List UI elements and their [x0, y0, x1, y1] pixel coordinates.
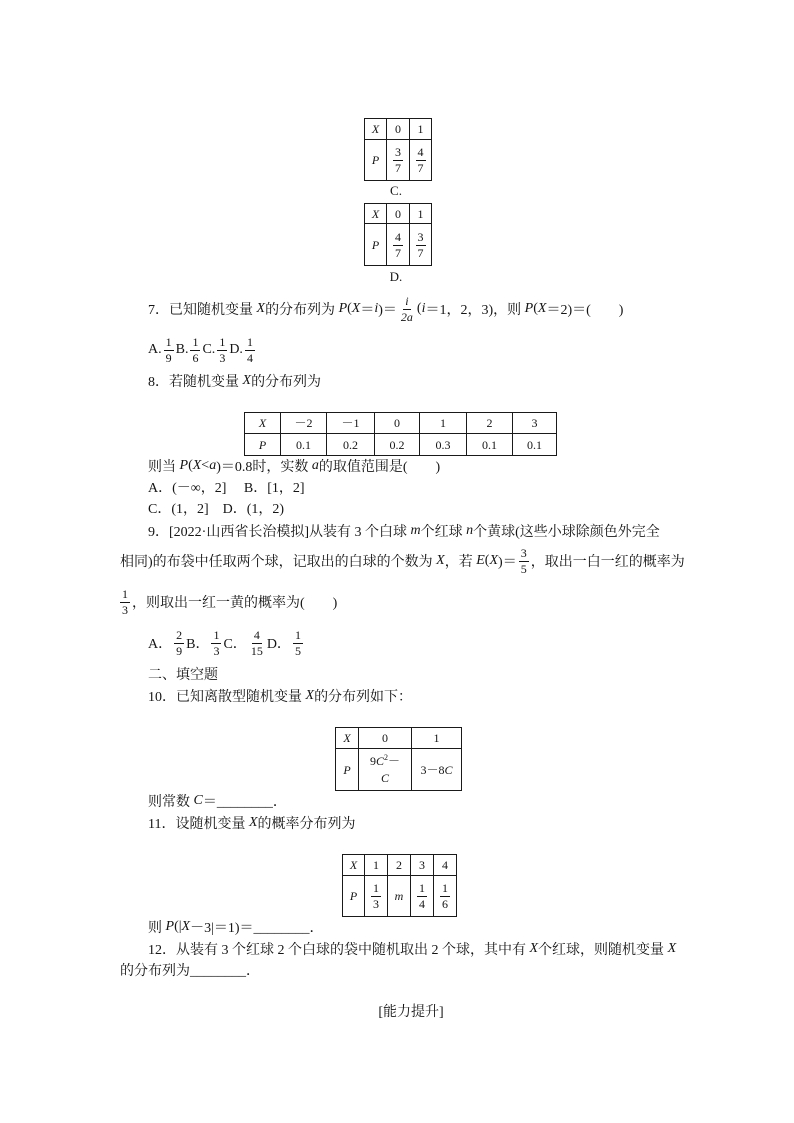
variable-x: X	[192, 458, 202, 473]
expression-line	[359, 753, 411, 770]
fraction	[440, 882, 450, 911]
stem-text: 的分布列为	[265, 303, 339, 318]
option-d-fraction	[293, 629, 303, 658]
x-value: 3	[411, 855, 434, 876]
numerator: 1	[165, 334, 172, 349]
fraction	[417, 882, 427, 911]
denominator: 7	[395, 161, 401, 175]
exponent: 2	[384, 752, 388, 762]
x-value: 0	[375, 413, 420, 434]
question-8-options-cd	[148, 498, 284, 518]
p-label: P	[343, 876, 365, 917]
option-label: B．	[186, 637, 210, 652]
stem-text: <	[201, 458, 210, 473]
option-b-fraction	[211, 629, 221, 658]
numerator: 3	[417, 229, 424, 244]
variable-c: C	[380, 770, 389, 785]
variable-c: C	[193, 793, 203, 808]
option-label: B.	[175, 342, 189, 357]
probability-fraction	[120, 588, 130, 617]
question-8-distribution-table	[244, 412, 557, 456]
option-c-label: C.	[390, 183, 402, 198]
denominator: 5	[294, 643, 301, 658]
probability-cell: 0.1	[513, 434, 557, 456]
option-c-fraction	[249, 629, 265, 658]
x-value: 0	[359, 728, 412, 749]
stem-text: 个红球，则随机变量	[538, 943, 668, 958]
denominator: 2a	[400, 309, 413, 324]
probability-cell	[412, 749, 462, 791]
option-label: A．	[148, 637, 173, 652]
fraction	[399, 295, 415, 324]
stem-text: ，则取出一红一黄的概率为( )	[132, 596, 338, 611]
x-value: －1	[327, 413, 375, 434]
denominator: 7	[395, 245, 401, 260]
numerator: 1	[442, 881, 448, 895]
x-value: 3	[513, 413, 557, 434]
option-label: C.	[202, 342, 216, 357]
question-10-answer	[148, 791, 287, 811]
question-12-line-1	[148, 939, 676, 959]
numerator: 1	[122, 586, 128, 601]
variable-x: X	[181, 919, 191, 934]
x-row	[245, 413, 557, 434]
stem-text: 8．若随机变量	[148, 375, 243, 390]
variable-x: X	[242, 373, 252, 388]
fraction	[393, 146, 403, 175]
x-label: X	[336, 728, 359, 749]
variable-p: P	[165, 919, 175, 934]
probability-cell-m: m	[388, 876, 411, 917]
stem-text: (	[484, 553, 490, 568]
x-value: 1	[410, 119, 432, 140]
p-label: P	[336, 749, 359, 791]
question-11-answer	[148, 917, 324, 937]
question-8-stem	[148, 371, 321, 391]
stem-text: 11．设随机变量	[148, 817, 249, 832]
numerator: 1	[419, 881, 425, 895]
option-c-fraction	[217, 336, 227, 365]
stem-text: 的分布列如下：	[314, 690, 413, 705]
question-9-line-1	[148, 521, 660, 541]
stem-text: )＝	[498, 555, 517, 570]
x-value: 1	[412, 728, 462, 749]
variable-m: m	[410, 523, 421, 538]
numerator: 4	[395, 229, 401, 244]
variable-a: a	[311, 458, 319, 473]
stem-text: 的分布列为	[251, 375, 322, 390]
x-value: 1	[420, 413, 467, 434]
fraction	[371, 882, 381, 911]
variable-i: i	[421, 301, 426, 316]
coefficient: 3－8	[420, 762, 445, 777]
probability-cell	[387, 140, 410, 181]
denominator: 3	[213, 643, 220, 658]
p-row	[245, 434, 557, 456]
variable-c: C	[375, 753, 384, 768]
numerator: 4	[417, 145, 424, 159]
p-label: P	[245, 434, 281, 456]
numerator: 2	[176, 627, 183, 642]
x-value: 2	[388, 855, 411, 876]
probability-cell	[359, 749, 412, 791]
variable-x: X	[248, 815, 258, 830]
numerator: 1	[373, 881, 379, 895]
question-7-stem	[148, 291, 623, 327]
question-12-line-2	[120, 960, 260, 980]
variable-p: P	[524, 301, 534, 316]
p-label: P	[365, 224, 387, 266]
variable-p: P	[179, 458, 189, 473]
numerator: i	[405, 293, 409, 308]
denominator: 9	[165, 350, 172, 365]
options-text: C．(1，2] D．(1，2)	[148, 502, 285, 517]
stem-text: 的取值范围是( )	[318, 460, 441, 475]
numerator: 3	[520, 545, 527, 560]
probability-cell: 0.1	[281, 434, 327, 456]
option-d-fraction	[245, 336, 255, 365]
variable-x: X	[529, 941, 539, 956]
numerator: 1	[192, 334, 199, 349]
denominator: 3	[219, 350, 226, 365]
option-d-distribution-table	[364, 203, 432, 266]
variable-x: X	[537, 301, 547, 316]
fraction	[416, 146, 426, 175]
variable-e: E	[476, 553, 485, 568]
denominator: 6	[192, 350, 199, 365]
x-value: －2	[281, 413, 327, 434]
question-9-line-2	[120, 543, 685, 579]
stem-text: 则常数	[148, 795, 194, 810]
denominator: 6	[442, 897, 448, 911]
answer-blank: －3|＝1)＝________．	[190, 921, 324, 936]
variable-x: X	[667, 941, 677, 956]
numerator: 1	[246, 334, 253, 349]
stem-text: (|	[174, 919, 182, 934]
stem-text: 个红球	[420, 525, 467, 540]
expression-line	[359, 770, 411, 787]
x-value: 1	[410, 204, 432, 224]
variable-x: X	[436, 553, 445, 568]
x-label: X	[365, 119, 387, 140]
denominator: 4	[246, 350, 253, 365]
question-10-distribution-table	[335, 727, 462, 791]
denominator: 3	[122, 602, 128, 617]
p-row	[343, 876, 457, 917]
stem-text: (	[347, 301, 352, 316]
question-11-stem	[148, 813, 356, 833]
variable-n: n	[466, 523, 474, 538]
stem-text: ，取出一白一红的概率为	[530, 555, 685, 570]
stem-text: ＝	[360, 303, 375, 318]
stem-text: 9．[2022·山西省长治模拟]从装有 3 个白球	[148, 525, 411, 540]
stem-text: (	[188, 458, 193, 473]
variable-i: i	[374, 301, 379, 316]
numerator: 1	[219, 334, 226, 349]
stem-text: 则当	[148, 460, 180, 475]
option-label: D.	[229, 342, 243, 357]
stem-text: ＝2)＝( )	[546, 303, 624, 318]
option-label: D．	[266, 637, 291, 652]
question-10-stem	[148, 686, 412, 706]
stem-text: 个黄球(这些小球除颜色外完全	[473, 525, 660, 540]
option-b-fraction	[190, 336, 200, 365]
probability-cell	[434, 876, 457, 917]
fraction	[393, 231, 403, 260]
p-row	[365, 224, 432, 266]
x-row	[365, 204, 432, 224]
denominator: 7	[417, 245, 424, 260]
x-row	[343, 855, 457, 876]
section-title	[148, 664, 218, 684]
x-value: 1	[365, 855, 388, 876]
numerator: 1	[213, 627, 220, 642]
probability-cell	[410, 224, 432, 266]
probability-cell: 0.1	[467, 434, 513, 456]
variable-p: P	[338, 301, 348, 316]
question-7-options	[148, 333, 257, 367]
stem-text: )＝	[378, 303, 397, 318]
variable-x: X	[489, 553, 499, 568]
variable-x: X	[256, 301, 266, 316]
stem-text: ，若	[444, 555, 477, 570]
option-c-distribution-table	[364, 118, 432, 181]
probability-cell	[387, 224, 410, 266]
denominator: 15	[250, 643, 263, 658]
stem-text: ＝1，2，3)，则	[425, 303, 525, 318]
x-value: 2	[467, 413, 513, 434]
stem-text: (	[533, 301, 538, 316]
x-label: X	[365, 204, 387, 224]
denominator: 5	[520, 561, 527, 576]
x-label: X	[343, 855, 365, 876]
numerator: 1	[294, 627, 301, 642]
question-11-distribution-table	[342, 854, 457, 917]
fraction	[416, 231, 426, 260]
denominator: 3	[373, 897, 379, 911]
x-row	[365, 119, 432, 140]
variable-x: X	[351, 301, 361, 316]
denominator: 7	[417, 161, 424, 175]
section-heading-ability	[370, 1001, 452, 1021]
expectation-fraction	[519, 547, 529, 576]
answer-blank: ＝________．	[202, 795, 287, 810]
x-value: 0	[387, 119, 410, 140]
question-9-options	[148, 626, 305, 660]
denominator: 4	[419, 897, 425, 911]
option-d-label: D.	[389, 269, 403, 284]
probability-cell: 0.3	[420, 434, 467, 456]
variable-x: X	[305, 688, 315, 703]
option-a-fraction	[174, 629, 184, 658]
stem-text: 的概率分布列为	[257, 817, 356, 832]
stem-text: 7．已知随机变量	[148, 303, 257, 318]
probability-cell: 0.2	[327, 434, 375, 456]
probability-cell	[365, 876, 388, 917]
numerator: 3	[395, 145, 401, 159]
stem-text: (	[416, 301, 422, 316]
x-value: 0	[387, 204, 410, 224]
operator: －	[388, 753, 401, 768]
p-label: P	[365, 140, 387, 181]
section-title-text: 二、填空题	[148, 668, 218, 683]
variable-c: C	[444, 762, 453, 777]
probability-cell	[411, 876, 434, 917]
coefficient: 9	[369, 753, 376, 768]
question-9-line-3	[120, 584, 337, 620]
x-label: X	[245, 413, 281, 434]
option-label: C．	[223, 637, 247, 652]
numerator: 4	[253, 627, 260, 642]
question-8-condition	[148, 456, 440, 476]
options-text: A．(－∞，2] B．[1，2]	[148, 481, 305, 496]
x-value: 4	[434, 855, 457, 876]
answer-blank: 的分布列为________．	[120, 964, 260, 979]
stem-text: 10．已知离散型随机变量	[148, 690, 306, 705]
p-row	[365, 140, 432, 181]
stem-text: 则	[148, 921, 166, 936]
probability-cell: 0.2	[375, 434, 420, 456]
probability-cell	[410, 140, 432, 181]
stem-text: 相同)的布袋中任取两个球，记取出的白球的个数为	[120, 555, 437, 570]
option-a-fraction	[164, 336, 174, 365]
section-heading-text: [能力提升]	[378, 1005, 444, 1020]
x-row	[336, 728, 462, 749]
p-row	[336, 749, 462, 791]
question-8-options-ab	[148, 477, 305, 497]
option-label: A.	[148, 342, 162, 357]
stem-text: 12．从装有 3 个红球 2 个白球的袋中随机取出 2 个球，其中有	[148, 943, 530, 958]
stem-text: )＝0.8时，实数	[216, 460, 312, 475]
variable-a: a	[209, 458, 217, 473]
denominator: 9	[176, 643, 183, 658]
